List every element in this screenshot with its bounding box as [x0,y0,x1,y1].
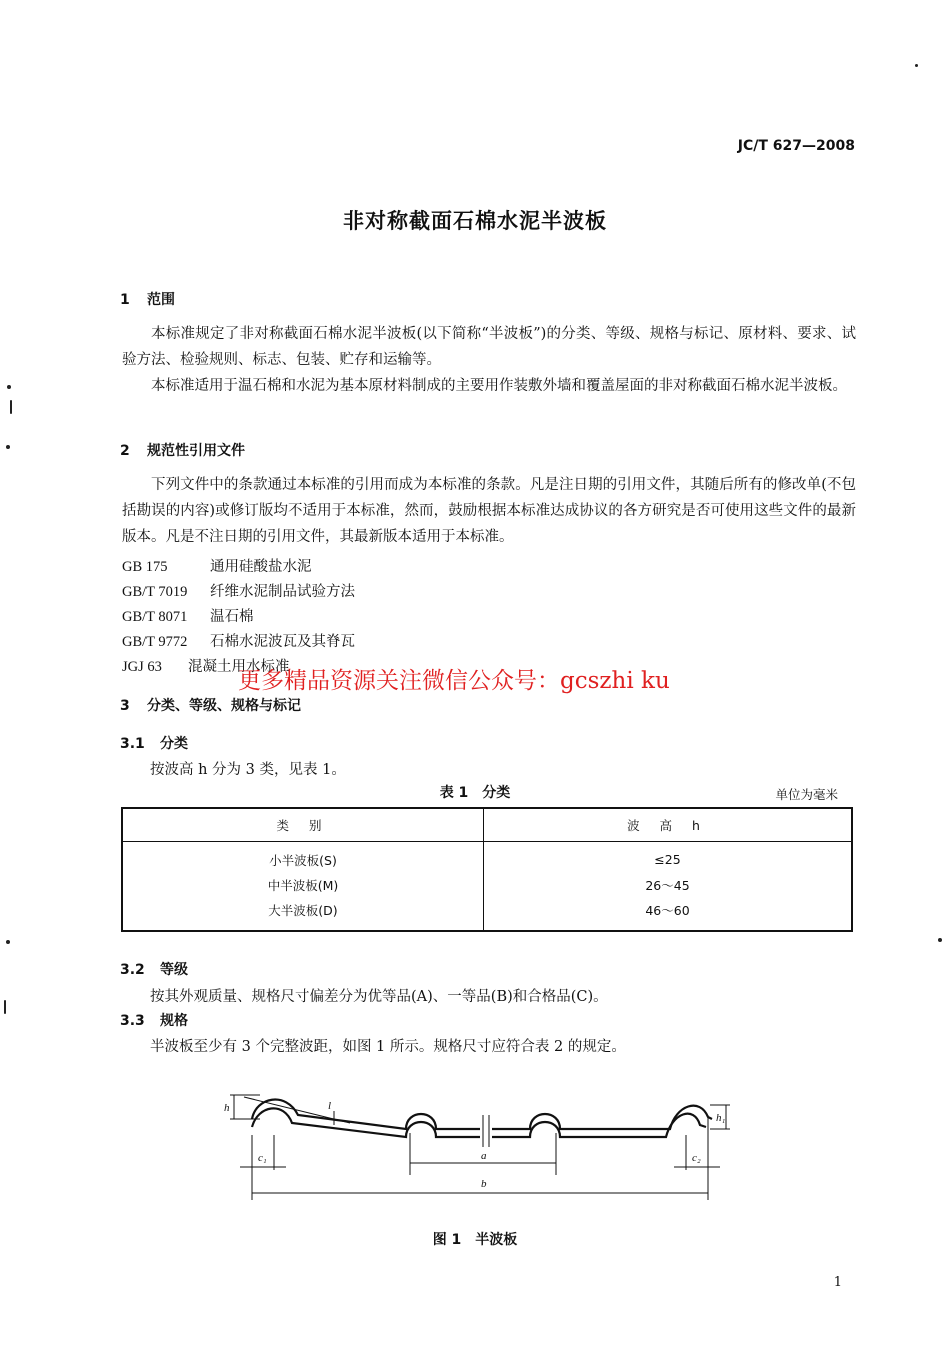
section-number: 3 [120,698,130,714]
subsection-title: 分类 [160,736,188,752]
section-1-paragraph-1: 本标准规定了非对称截面石棉水泥半波板(以下简称“半波板”)的分类、等级、规格与标记、原材料、要求、试验方法、检验规则、标志、包装、贮存和运输等。 [122,326,856,368]
reference-code: JGJ 63 [122,659,162,675]
watermark-text: 更多精品资源关注微信公众号：gcszhi ku [238,668,670,694]
standard-number: JC/T 627—2008 [737,138,855,154]
reference-code: GB/T 9772 [122,634,188,650]
table-row [122,872,852,897]
scan-speck [7,385,11,389]
section-title: 范围 [147,292,175,308]
label-h: h [224,1102,230,1114]
subsection-3-1-text: 按波高 h 分为 3 类，见表 1。 [150,762,346,778]
section-3-heading [120,695,301,715]
reference-code: GB/T 8071 [122,609,188,625]
cell-wave-height: 26～45 [645,877,690,893]
page-number: 1 [833,1275,842,1290]
reference-item [122,630,355,651]
label-h1: h₁ [716,1112,726,1124]
figure-1-half-wave-board [200,1075,760,1205]
section-number: 1 [120,292,130,308]
label-a: a [481,1150,487,1162]
reference-title: 温石棉 [210,609,254,625]
section-number: 2 [120,443,130,459]
label-c1: c₁ [258,1152,267,1164]
cell-wave-height: ≤25 [654,852,681,867]
reference-title: 石棉水泥波瓦及其脊瓦 [210,634,355,650]
dimension-lines [230,1095,730,1200]
subsection-3-3-heading [120,1010,188,1030]
scan-speck [4,1000,6,1014]
reference-item [122,555,312,576]
cell-category: 中半波板(M) [122,872,484,897]
table-row [122,897,852,931]
reference-code: GB/T 7019 [122,584,188,600]
table-header-row [122,808,852,842]
reference-item [122,580,355,601]
section-1-paragraph-2: 本标准适用于温石棉和水泥为基本原材料制成的主要用作装敷外墙和覆盖屋面的非对称截面石棉水泥半波板。 [151,378,847,394]
document-title: 非对称截面石棉水泥半波板 [343,209,607,233]
reference-code: GB 175 [122,559,168,575]
subsection-title: 规格 [160,1013,188,1029]
label-c2: c₂ [692,1152,701,1164]
scan-speck [915,64,918,67]
reference-title: 通用硅酸盐水泥 [210,559,312,575]
subsection-3-2-text: 按其外观质量、规格尺寸偏差分为优等品(A)、一等品(B)和合格品(C)。 [150,989,608,1005]
header-wave-height: 波 高 h [484,808,853,842]
section-title: 分类、等级、规格与标记 [147,698,301,714]
scan-speck [10,400,12,414]
figure-1-caption: 图 1 半波板 [432,1232,518,1248]
section-2-paragraph: 下列文件中的条款通过本标准的引用而成为本标准的条款。凡是注日期的引用文件，其随后所有的修改单(不包括勘误的内容)或修订版均不适用于本标准，然而，鼓励根据本标准达成协议的各方研究是否可使用这些文件的最新版本。凡是不注日期的引用文件，其最新版本适用于本标准。 [122,477,856,545]
subsection-3-3-text: 半波板至少有 3 个完整波距，如图 1 所示。规格尺寸应符合表 2 的规定。 [150,1039,626,1055]
scan-speck [938,938,942,942]
subsection-title: 等级 [160,962,188,978]
cell-category: 大半波板(D) [122,897,484,931]
cell-category: 小半波板(S) [122,842,484,873]
reference-title: 纤维水泥制品试验方法 [210,584,355,600]
table-1 [121,807,853,932]
subsection-number: 3.2 [120,962,145,978]
table-1-unit: 单位为毫米 [775,787,838,802]
scan-speck [6,940,10,944]
subsection-number: 3.1 [120,736,145,752]
header-category: 类 别 [122,808,484,842]
table-1-caption: 表 1 分类 [439,785,511,801]
reference-item [122,605,254,626]
subsection-number: 3.3 [120,1013,145,1029]
scan-speck [6,445,10,449]
label-l: l [328,1100,332,1112]
subsection-3-1-heading [120,733,188,753]
section-title: 规范性引用文件 [147,443,245,459]
cell-wave-height: 46～60 [645,902,690,918]
subsection-3-2-heading [120,959,188,979]
table-row [122,842,852,873]
reference-title: 混凝土用水标准 [188,659,290,675]
section-2-heading [120,440,245,460]
label-b: b [481,1178,487,1190]
section-1-heading [120,289,175,309]
board-profile [252,1100,712,1137]
